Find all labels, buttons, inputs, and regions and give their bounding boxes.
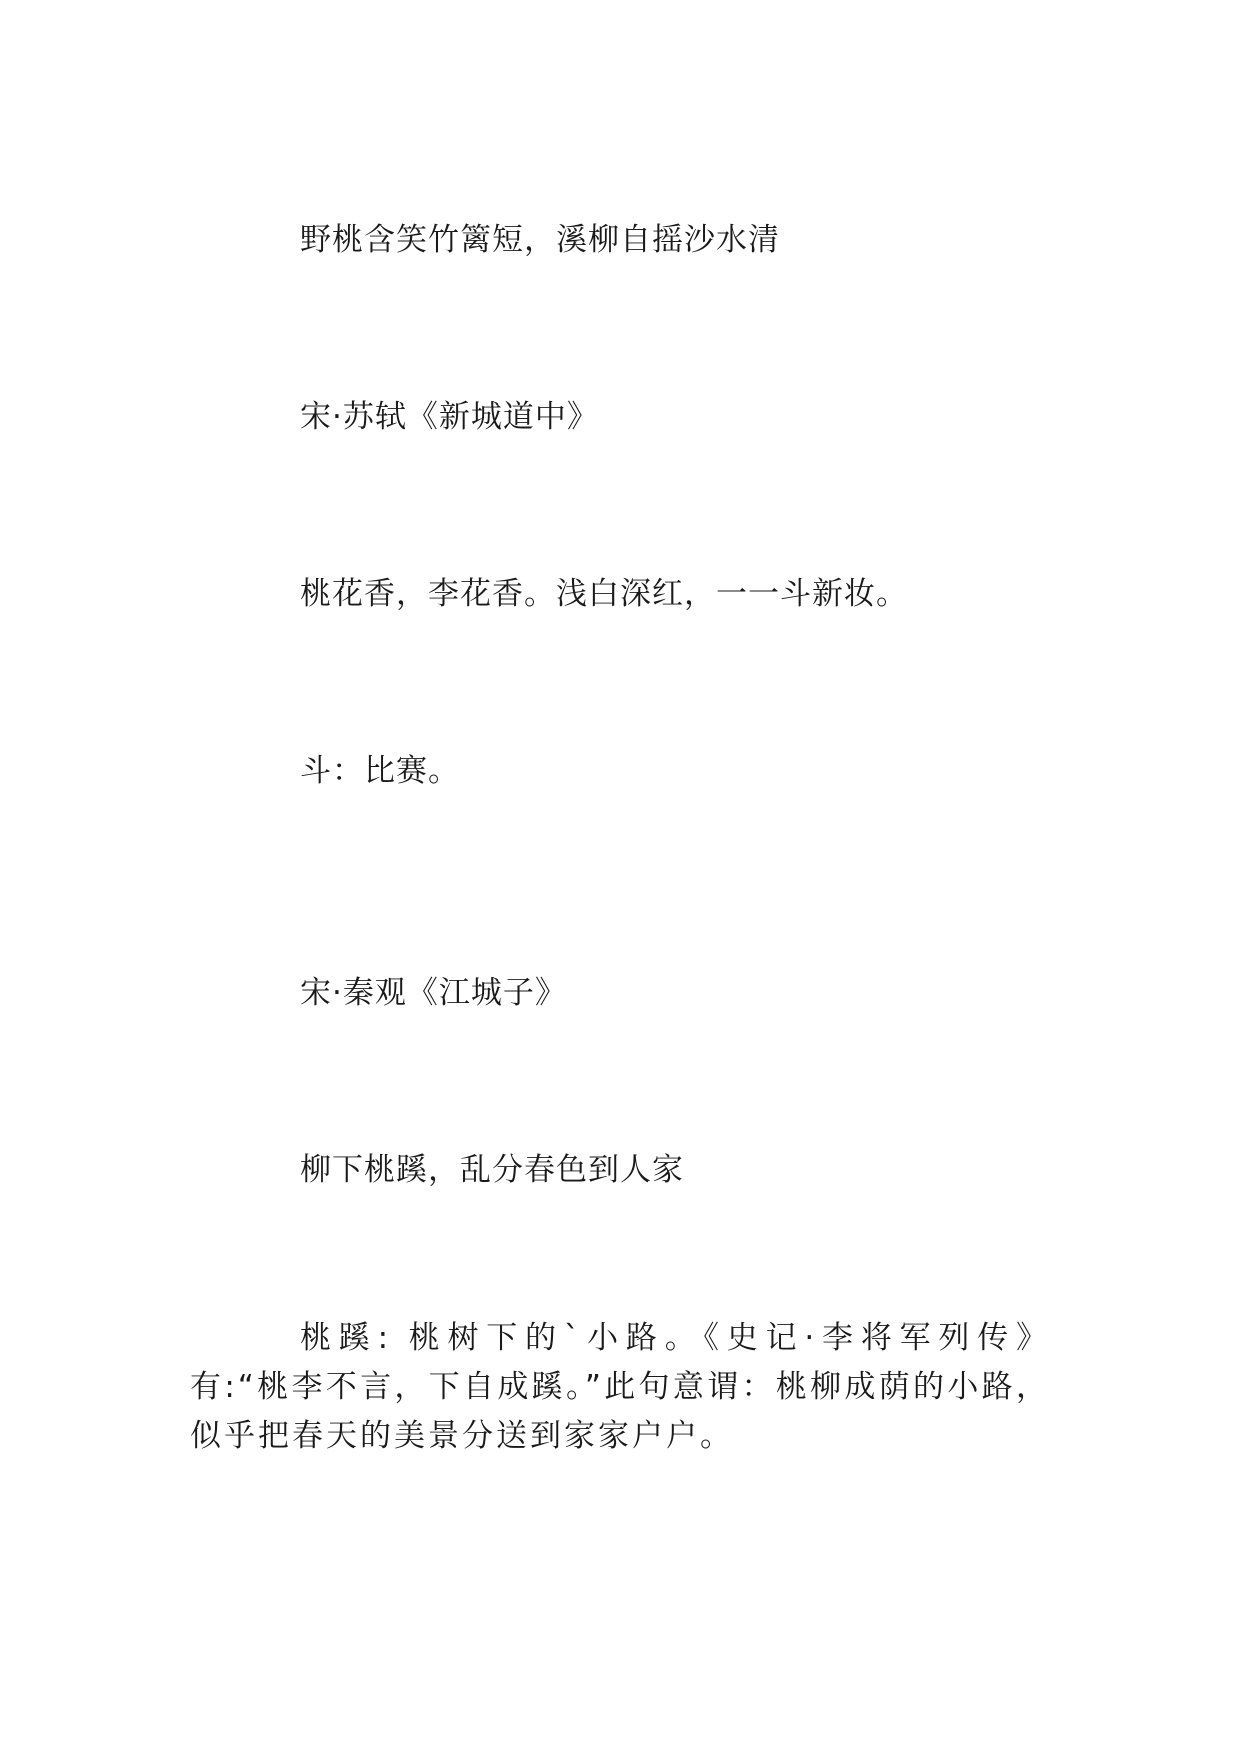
poem-line-peach-plum: 桃花香，李花香。浅白深红，一一斗新妆。 (300, 576, 908, 612)
annotation-paragraph: 桃蹊: 桃树下的`小路。《史记·李将军列传》有:“桃李不言，下自成蹊。”此句意谓：桃柳成荫的小路，似乎把春天的美景分送到家家户户。 (190, 1320, 1050, 1454)
source-su-shi: 宋·苏轼《新城道中》 (300, 399, 599, 435)
poem-line-qin-guan: 柳下桃蹊，乱分春色到人家 (300, 1152, 684, 1188)
poem-line-su-shi: 野桃含笑竹篱短，溪柳自摇沙水清 (300, 222, 780, 258)
source-qin-guan: 宋·秦观《江城子》 (300, 975, 567, 1011)
annotation-dou: 斗：比赛。 (300, 753, 460, 789)
